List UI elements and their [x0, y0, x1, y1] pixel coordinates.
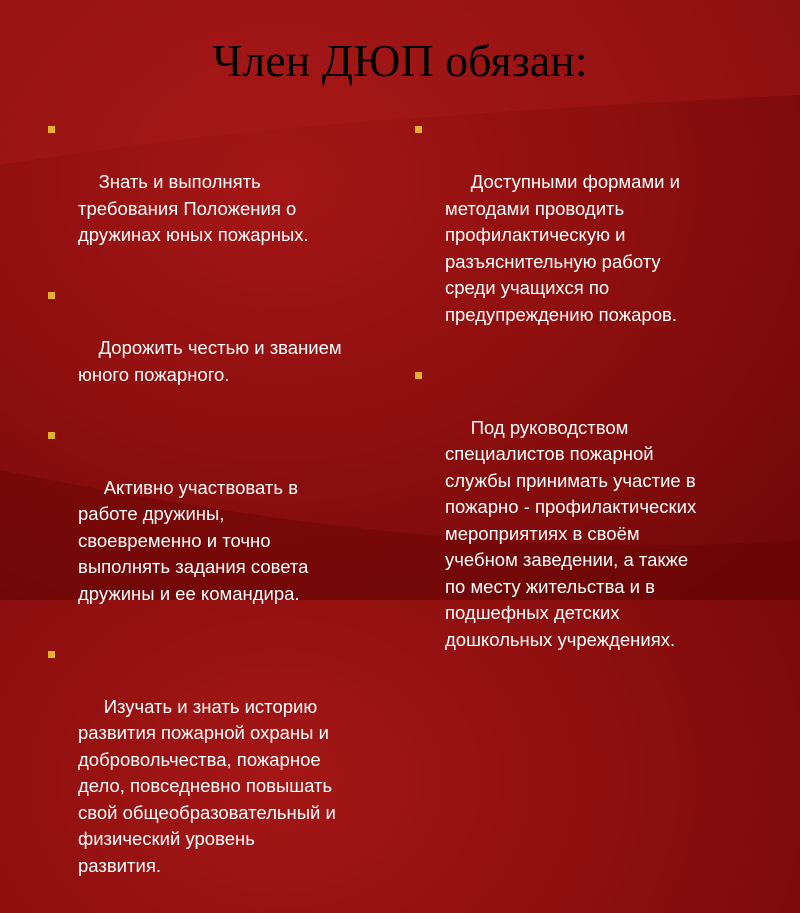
list-item [45, 282, 390, 415]
list-item [45, 422, 390, 634]
slide-title: Член ДЮП обязан: [212, 35, 588, 86]
list-item [412, 116, 757, 355]
square-bullet-icon [48, 651, 55, 658]
list-item-text: Активно участвовать в работе дружины, своевременно и точно выполнять задания совета дружины и ее командира. [78, 476, 309, 604]
left-bullet-list [45, 116, 390, 913]
list-item-text: Доступными формами и методами проводить профилактическую и разъяснительную работу среди учащихся по предупреждению пожаров. [445, 171, 680, 325]
list-item [412, 362, 757, 680]
right-bullet-list [412, 116, 757, 687]
list-item-text: Дорожить честью и званием юного пожарного. [78, 337, 342, 385]
list-item [45, 116, 390, 275]
list-item-text: Под руководством специалистов пожарной службы принимать участие в пожарно - профилактических мероприятиях в своём учебном заведении, а также по месту жительства и в подшефных детских дошкольных учреждениях. [445, 416, 697, 650]
list-item [45, 641, 390, 906]
square-bullet-icon [415, 126, 422, 133]
square-bullet-icon [48, 432, 55, 439]
list-item-text: Знать и выполнять требования Положения о дружинах юных пожарных. [78, 171, 309, 245]
square-bullet-icon [48, 292, 55, 299]
square-bullet-icon [48, 126, 55, 133]
square-bullet-icon [415, 372, 422, 379]
list-item-text: Изучать и знать историю развития пожарной охраны и добровольчества, пожарное дело, повседневно повышать свой общеобразовательный и физический уровень развития. [78, 695, 336, 876]
